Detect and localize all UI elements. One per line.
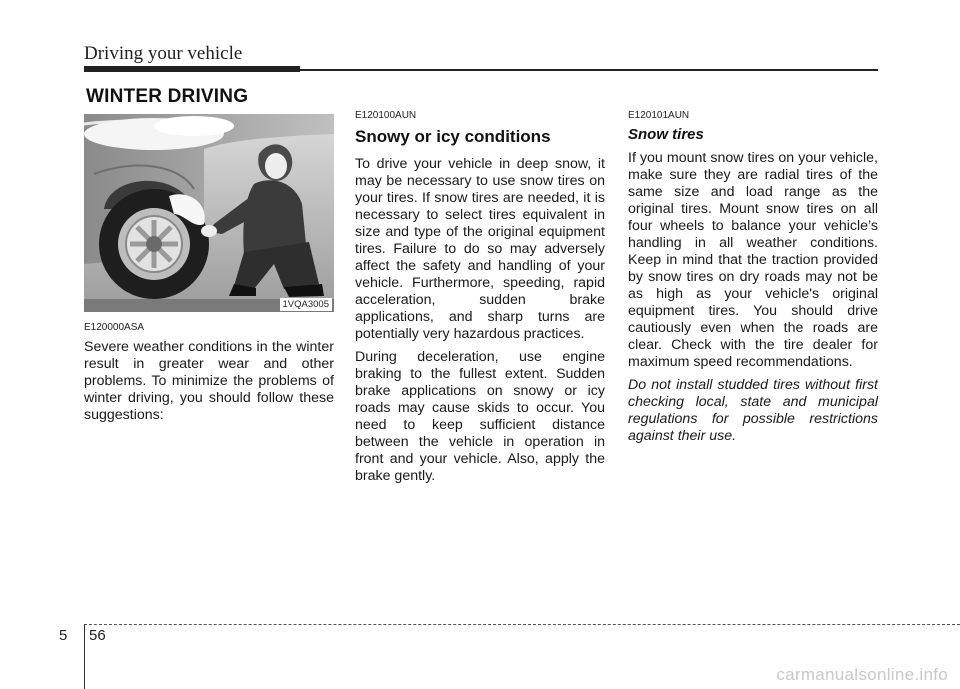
- page-number: 56: [89, 627, 106, 644]
- column-3: [628, 110, 878, 445]
- column-1: [84, 110, 334, 424]
- paragraph: To drive your vehicle in deep snow, it may be necessary to use snow tires on your tires. If snow tires are needed, it is necessary to select tires equivalent in size and type of the original equipment tires. Failure to do so may adversely affect the safety and handling of your vehicle. Furthermore, speeding, rapid acceleration, sudden brake applications, and sharp turns are potentially very hazardous practices.: [355, 156, 605, 342]
- figure-code: 1VQA3005: [280, 298, 332, 311]
- page-header-title: Driving your vehicle: [84, 43, 243, 64]
- section-code: E120101AUN: [628, 110, 690, 121]
- footer-divider: [84, 624, 85, 689]
- paragraph: During deceleration, use engine braking to the fullest extent. Sudden brake applications on snowy or icy roads may cause skids to occur. You need to keep sufficient distance between the vehicle in operation in front and your vehicle. Also, apply the brake gently.: [355, 349, 605, 484]
- warning-paragraph: Do not install studded tires without first checking local, state and municipal regulations for possible restrictions against their use.: [628, 377, 878, 444]
- section-title: WINTER DRIVING: [86, 86, 249, 107]
- column-2: [355, 110, 605, 485]
- chapter-number: 5: [59, 627, 68, 644]
- intro-paragraph: Severe weather conditions in the winter result in greater wear and other problems. To minimize the problems of winter driving, you should follow these suggestions:: [84, 339, 334, 423]
- section-code: E120100AUN: [355, 110, 417, 121]
- footer-rule: [84, 624, 960, 625]
- illustration-snow-tire-figure: [84, 114, 334, 312]
- header-bar: [84, 66, 300, 72]
- header-rule: [300, 69, 878, 71]
- subheading-snow-tires: Snow tires: [628, 126, 704, 143]
- watermark: carmanualsonline.info: [776, 665, 948, 684]
- subheading-snowy-icy: Snowy or icy conditions: [355, 127, 551, 146]
- illustration-woman-checking-tire: [84, 114, 334, 312]
- paragraph-code: E120000ASA: [84, 322, 145, 333]
- paragraph: If you mount snow tires on your vehicle, make sure they are radial tires of the same size and load range as the original tires. Mount snow tires on all four wheels to balance your vehicle’s handling in all weather conditions. Keep in mind that the traction provided by snow tires on dry roads may not be as high as your vehicle's original equipment tires. You should drive cautiously even when the roads are clear. Check with the tire dealer for maximum speed recommendations.: [628, 150, 878, 370]
